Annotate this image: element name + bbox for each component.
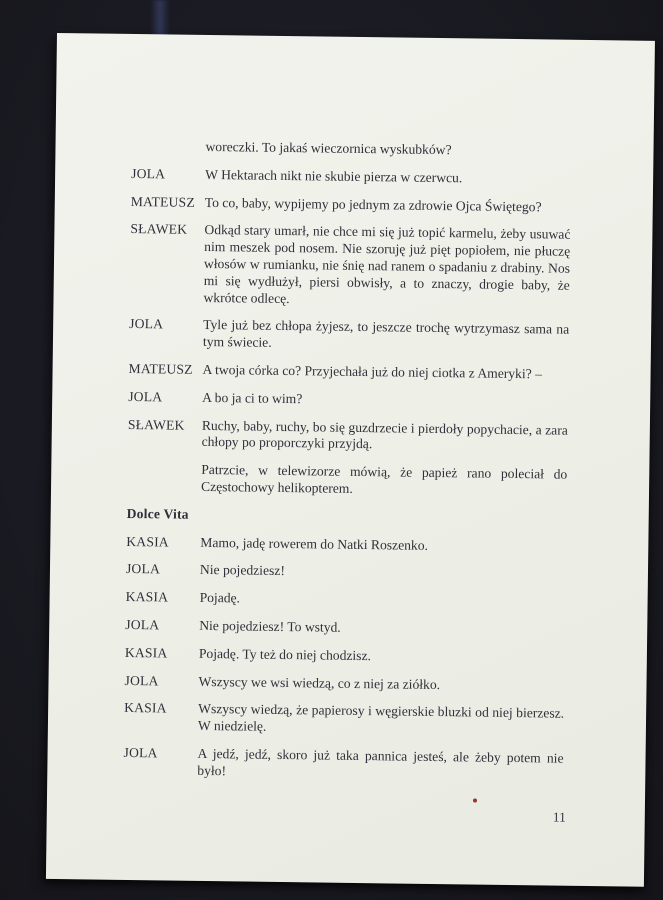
red-dot-artifact <box>473 799 477 803</box>
dialogue-block <box>126 589 566 612</box>
dialogue-block <box>126 561 566 584</box>
speaker-name: JOLA <box>125 616 160 633</box>
dialogue-text: W Hektarach nikt nie skubie pierza w czerwcu. <box>205 166 463 186</box>
dialogue-text: A bo ja ci to wim? <box>202 389 303 407</box>
dialogue-block <box>131 138 571 161</box>
dialogue-block <box>128 389 568 412</box>
dialogue-text: A twoja córka co? Przyjechała już do niej ciotka z Ameryki? – <box>202 361 543 382</box>
speaker-name: KASIA <box>126 533 169 550</box>
dialogue-block <box>131 194 571 217</box>
dialogue-text: Wszyscy wiedzą, że papierosy i węgierskie bluzki od niej bierzesz. W niedzielę. <box>197 701 565 734</box>
dialogue-text: A jedź, jedź, skoro już taka pannica jesteś, ale żeby potem nie było! <box>197 745 564 778</box>
speaker-name: MATEUSZ <box>128 360 193 377</box>
dialogue-block <box>126 533 566 556</box>
speaker-name: JOLA <box>128 388 163 405</box>
dialogue-block <box>123 745 563 784</box>
speaker-name: MATEUSZ <box>130 193 195 210</box>
scanner-light-streak-artifact <box>150 0 170 38</box>
speaker-name: JOLA <box>125 561 161 577</box>
speaker-name: JOLA <box>123 744 158 761</box>
speaker-name <box>127 461 201 496</box>
dialogue-block <box>128 417 568 456</box>
speaker-name: KASIA <box>124 700 167 716</box>
dialogue-text: Tyle już bez chłopa żyjesz, to jeszcze trochę wytrzymasz sama na tym świecie. <box>202 317 570 351</box>
speaker-name: JOLA <box>131 165 166 182</box>
speaker-name: SŁAWEK <box>127 416 185 433</box>
dialogue-block <box>124 672 564 695</box>
dialogue-text: Nie pojedziesz! <box>199 562 285 579</box>
dialogue-block <box>127 461 567 500</box>
dialogue-text: Odkąd stary umarł, nie chce mi się już topić karmelu, żeby usuwać nim meszek pod nosem. Nie szoruję już pięt popiołem, nie płuczę włosów w rumianku, nie śnię nad ranem o spadaniu z drabiny. Nos mi się wydłużył, piersi obwisły, a to znaczy, drogie baby, że wkrótce odlecę. <box>203 222 571 306</box>
speaker-name: JOLA <box>129 316 164 332</box>
speaker-name: KASIA <box>125 589 169 605</box>
dialogue-text: Pojadę. <box>199 590 241 606</box>
dialogue-block <box>128 361 568 384</box>
dialogue-text: Ruchy, baby, ruchy, bo się guzdrzecie i pierdoły popychacie, a zara chłopy po proporczyki przyjdą. <box>201 417 568 452</box>
dialogue-text: To co, baby, wypijemy po jednym za zdrowie Ojca Świętego? <box>204 194 542 214</box>
dialogue-block <box>129 221 570 311</box>
dialogue-text: Wszyscy we wsi wiedzą, co z niej za ziółko. <box>198 673 441 692</box>
speaker-name <box>131 138 205 156</box>
dialogue-text: Mamo, jadę rowerem do Natki Roszenko. <box>200 534 429 553</box>
speaker-name: JOLA <box>124 672 159 688</box>
dialogue-block <box>124 700 564 739</box>
dialogue-text: Patrzcie, w telewizorze mówią, że papież rano poleciał do Częstochowy helikopterem. <box>200 462 568 496</box>
dialogue-block <box>125 645 565 668</box>
dialogue-block <box>125 617 565 640</box>
dialogue-text: woreczki. To jakaś wieczornica wyskubków? <box>205 138 452 158</box>
dialogue-block <box>129 316 569 355</box>
dialogue-text: Pojadę. Ty też do niej chodzisz. <box>198 645 372 663</box>
speaker-name: KASIA <box>124 644 168 661</box>
document-page <box>46 33 655 887</box>
page-number: 11 <box>552 809 566 825</box>
dialogue-block <box>131 166 571 189</box>
script-content <box>123 138 571 795</box>
dialogue-text: Nie pojedziesz! To wstyd. <box>199 617 341 635</box>
speaker-name: SŁAWEK <box>130 221 188 238</box>
scene-heading: Dolce Vita <box>126 505 189 522</box>
